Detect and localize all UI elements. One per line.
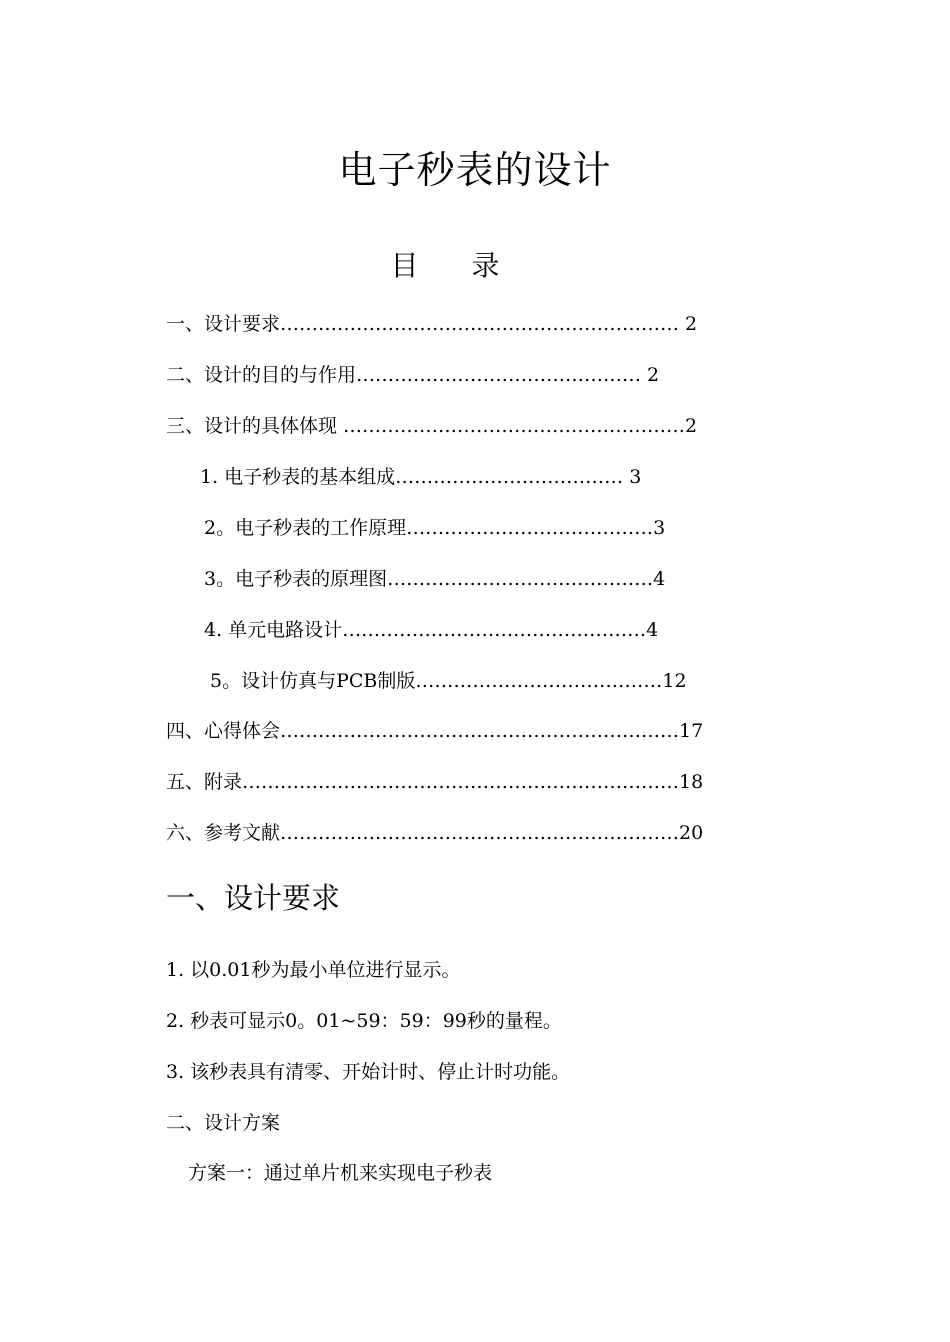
scheme-item: 方案一：通过单片机来实现电子秒表 (188, 1162, 493, 1184)
toc-entry: 3。电子秒表的原理图……………………………………4 (204, 568, 666, 590)
toc-entry: 2。电子秒表的工作原理…………………………………3 (204, 517, 666, 539)
requirement-item: 3. 该秒表具有清零、开始计时、停止计时功能。 (166, 1061, 571, 1083)
toc-entry: 二、设计的目的与作用……………………………………… 2 (166, 364, 660, 386)
section-heading-requirements: 一、设计要求 (166, 881, 341, 915)
toc-entry: 1. 电子秒表的基本组成……………………………… 3 (200, 466, 642, 488)
toc-entry: 六、参考文献………………………………………………………20 (166, 822, 704, 844)
toc-entry: 4. 单元电路设计…………………………………………4 (204, 619, 659, 641)
toc-entry: 三、设计的具体体现 ………………………………………………2 (166, 415, 698, 437)
toc-entry: 四、心得体会………………………………………………………17 (166, 720, 704, 742)
requirement-item: 2. 秒表可显示0。01~59：59：99秒的量程。 (166, 1010, 562, 1032)
toc-heading: 目 录 (390, 249, 500, 282)
toc-entry: 五、附录……………………………………………………………18 (166, 771, 704, 793)
document-title: 电子秒表的设计 (338, 148, 612, 192)
requirement-item: 1. 以0.01秒为最小单位进行显示。 (166, 959, 461, 981)
toc-entry: 一、设计要求……………………………………………………… 2 (166, 313, 698, 335)
section-heading-scheme: 二、设计方案 (166, 1112, 281, 1134)
toc-entry: 5。设计仿真与PCB制版…………………………………12 (210, 670, 687, 692)
